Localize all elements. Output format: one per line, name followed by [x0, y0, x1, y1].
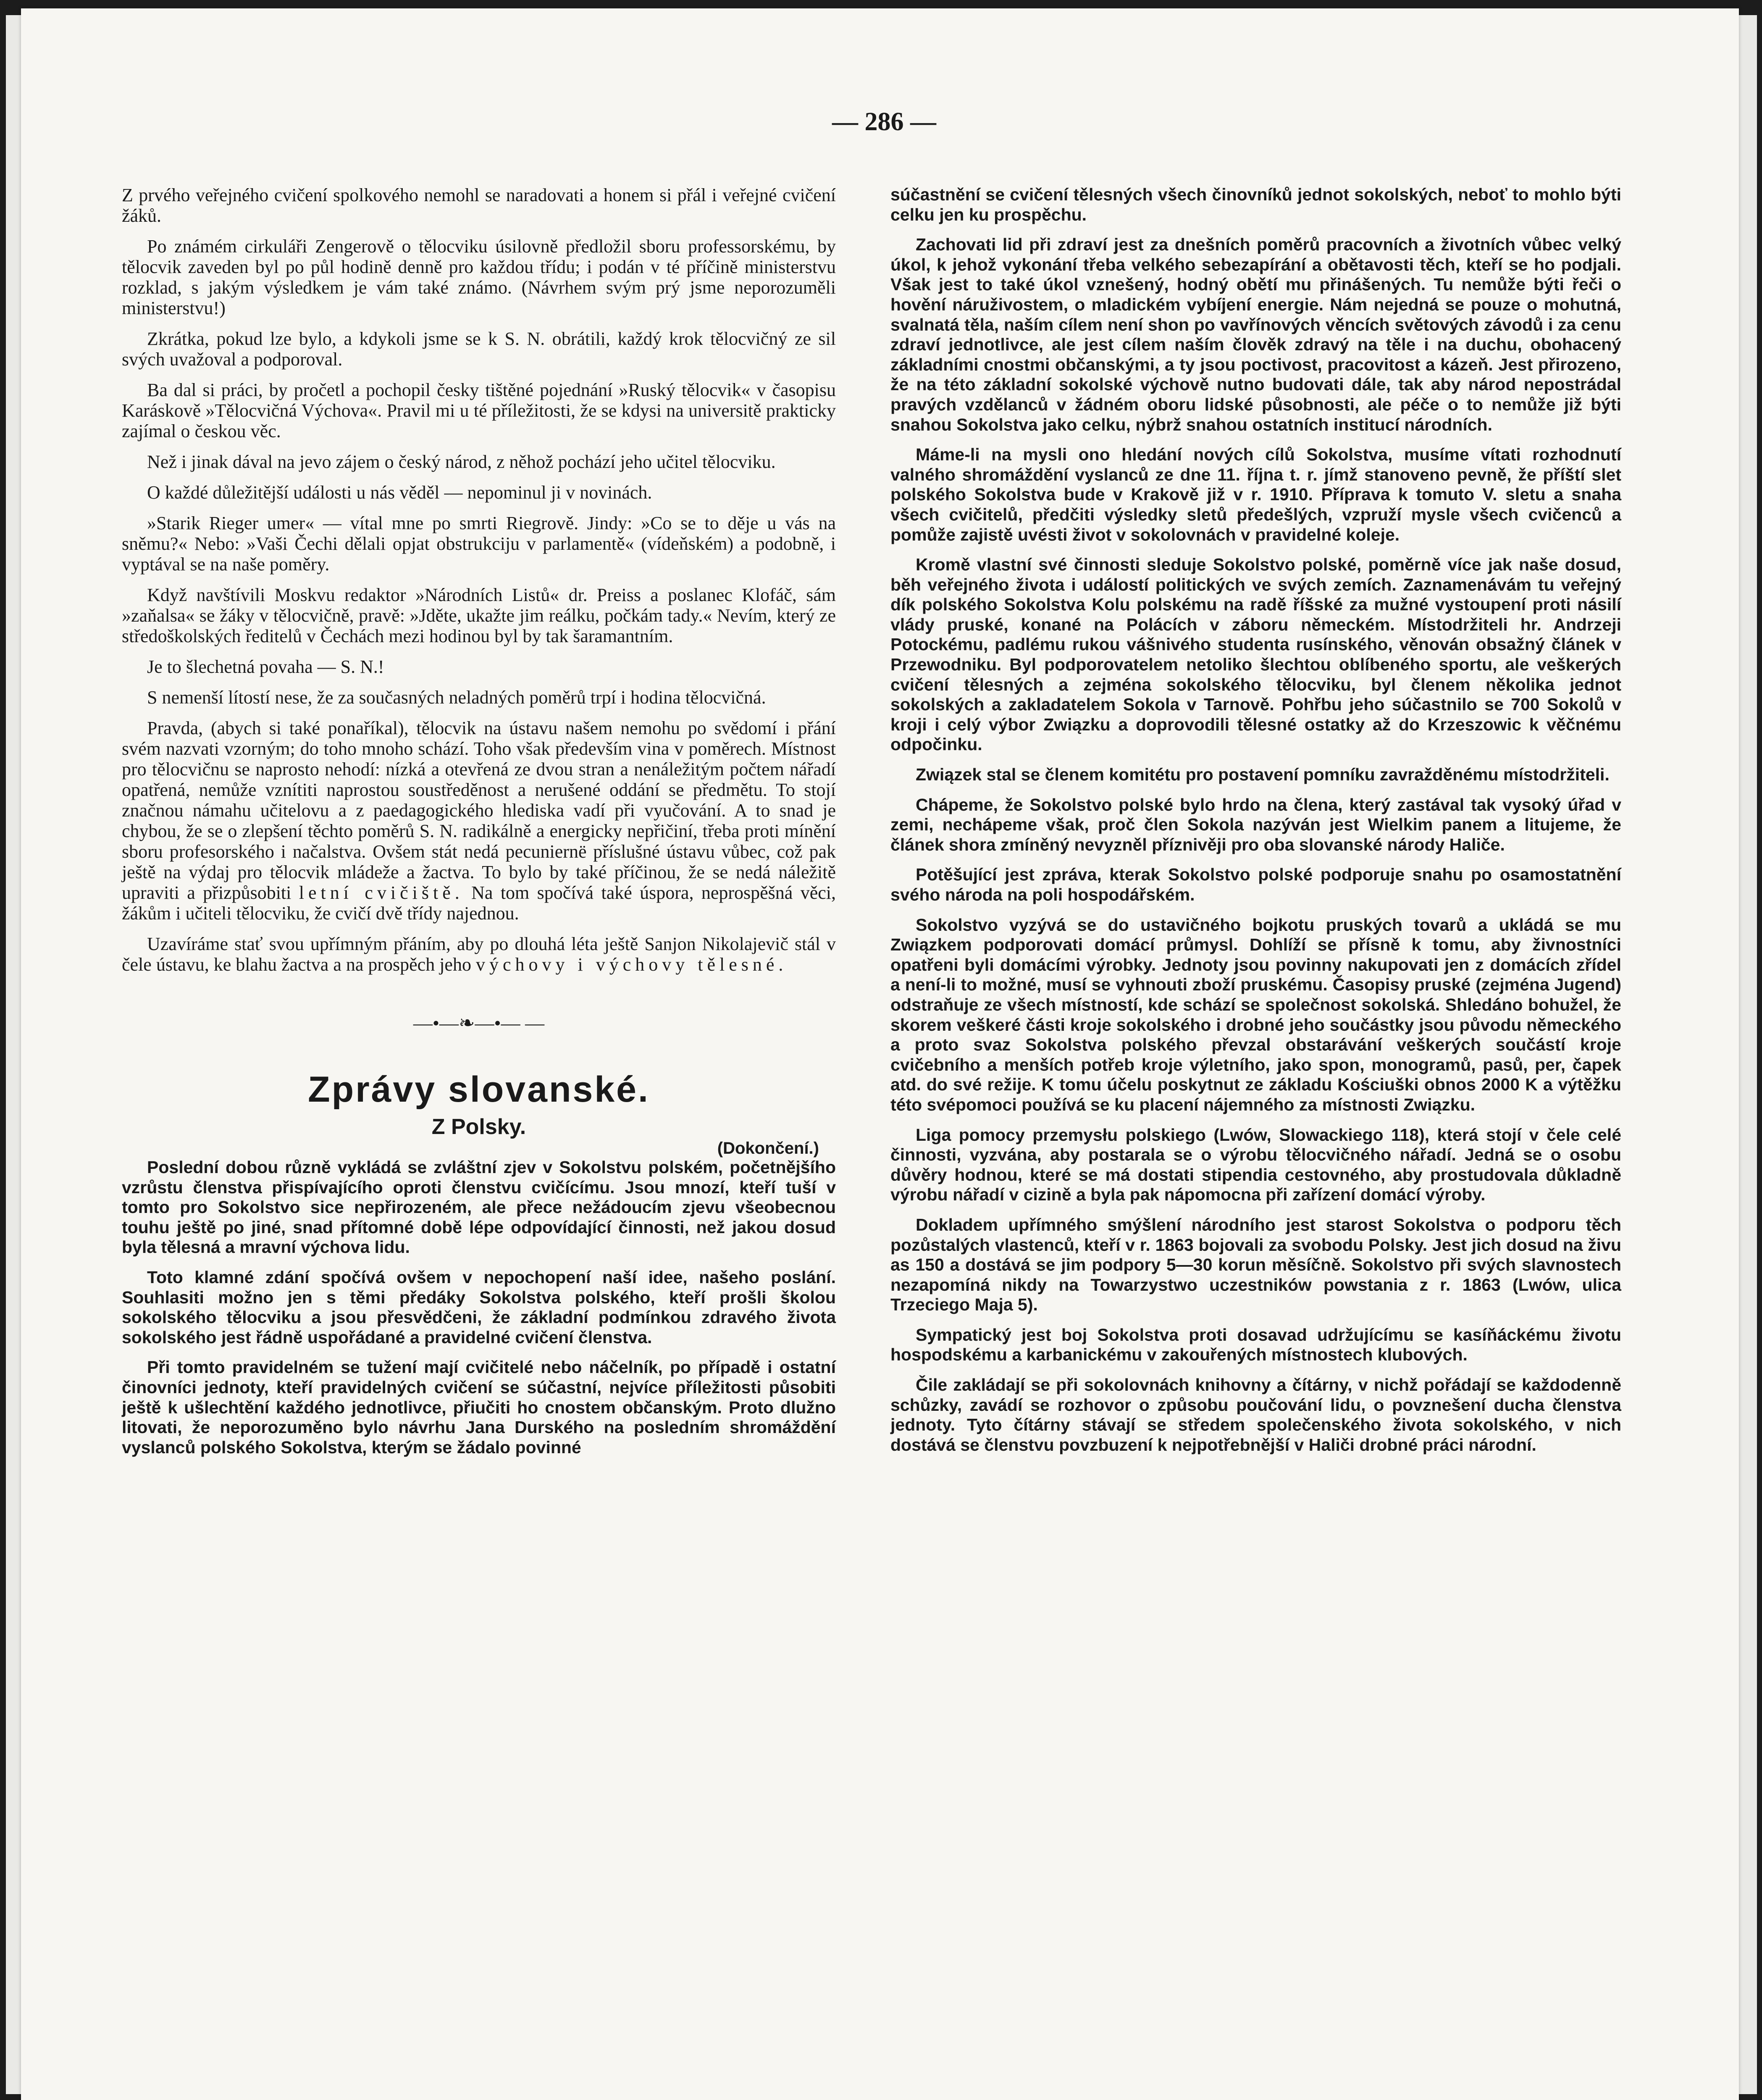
left-column: [122, 185, 836, 1467]
paragraph: Poslední dobou různě vykládá se zvláštní zjev v Sokolstvu polském, početnějšího vzrůstu členstva přispívajícího oproti členstvu cvičícímu. Jsou mnozí, kteří tuší v tomto pro Sokolstvo sice nepřirozeném, ale přece nežádoucím zjevu všeobecnou touhu ještě po jiné, snad přítomné době lépe odpovídající činnosti, než jakou dosud byla tělesná a mravní výchova lidu.: [122, 1158, 836, 1257]
paragraph: S nemenší lítostí nese, že za současných neladných poměrů trpí i hodina tělocvičná.: [147, 687, 766, 708]
subsection-title: Z Polsky.: [431, 1115, 526, 1139]
paragraph: O každé důležitější události u nás věděl — nepominul ji v novinách.: [147, 482, 652, 503]
spaced-text: výchovy i výchovy tělesné.: [475, 954, 788, 975]
paragraph: Když navštívili Moskvu redaktor »Národních Listů« dr. Preiss a poslanec Klofáč, sám »zaňalsa« se žáky v tělocvičně, pravě: »Jděte, ukažte jim reálku, počkám tady.« Nevím, který ze středoškolských ředitelů v Čechách mezi hodinou byl by tak šaramantním.: [122, 585, 836, 646]
news-block: [122, 1158, 836, 1457]
paragraph: Liga pomocy przemysłu polskiego (Lwów, Slowackiego 118), která stojí v čele celé činnosti, vyzvána, aby postarala se o výrobu tělocvičného nářadí. Jedná se o osobu důvěry hodnou, které se má dostati stipendia cestovného, aby prostudovala důkladně výrobu nářadí v cizině a byla pak nápomocna při zařízení domácí výroby.: [890, 1125, 1621, 1205]
paragraph: Toto klamné zdání spočívá ovšem v nepochopení naší idee, našeho poslání. Souhlasiti možno jen s těmi předáky Sokolstva polského, kteří prošli školou sokolského tělocviku a jsou přesvědčeni, že základní podmínkou zdravého života sokolského jest řádně uspořádané a pravidelné cvičení členstva.: [122, 1267, 836, 1347]
paragraph-text: Uzavíráme stať svou upřímným přáním, aby po dlouhá léta ještě Sanjon Nikolajevič stál v čele ústavu, ke blahu žactva a na prospěch jeho: [122, 934, 836, 975]
paragraph: Ba dal si práci, by pročetl a pochopil česky tištěné pojednání »Ruský tělocvik« v časopisu Karáskově »Tělocvičná Výchova«. Pravil mi u té příležitosti, že se kdysi na universitě prakticky zajímal o českou věc.: [122, 380, 836, 441]
paragraph-text: Na tom spočívá také úspora, neprospěšná věci, žákům i učiteli tělocviku, že cvičí dvě třídy najednou.: [122, 882, 836, 924]
paragraph: Máme-li na mysli ono hledání nových cílů Sokolstva, musíme vítati rozhodnutí valného shromáždění vyslanců ze dne 11. října t. r. jímž stanoveno pevně, že příští slet polského Sokolstva bude v Krakově již v r. 1910. Příprava k tomuto V. sletu a snaha všech cvičitelů, předčiti výsledky sletů předešlých, vzpruží mysle všech cvičenců a pomůže zajistě uvésti život v sokolovnách v pravidelné koleje.: [890, 445, 1621, 544]
paragraph: Z prvého veřejného cvičení spolkového nemohl se naradovati a honem si přál i veřejné cvičení žáků.: [122, 185, 836, 226]
paragraph: [122, 934, 836, 975]
paragraph: Při tomto pravidelném se tužení mají cvičitelé nebo náčelník, po případě i ostatní činovníci jednoty, kteří pravidelných cvičení se súčastní, nejvíce příležitosti působiti ještě k ušlechtění každého jednotlivce, přiučiti ho cnostem občanským. Proto dlužno litovati, že neporozuměno bylo návrhu Jana Durského na posledním shromáždění vyslanců polského Sokolstva, kterým se žádalo povinné: [122, 1357, 836, 1457]
paragraph-text: Pravda, (abych si také ponaříkal), tělocvik na ústavu našem nemohu po svědomí i přání svém nazvati vzorným; do toho mnoho schází. Toho však především vina v poměrech. Místnost pro tělocvičnu se naprosto nehodí: nízká a otevřená ze dvou stran a nenáležitým počtem nářadí opatřená, nemůže vznítiti naprostou soustředěnost a nerušené oddání se předmětu. To stojí značnou námahu učitelovu a z paedagogického hlediska vadí při vyučování. A to snad je chybou, že se o zlepšení těchto poměrů S. N. radikálně a energicky nepřičiní, třeba proti mínění sboru profesorského i načalstva. Ovšem stát nedá pecuniernë příslušné ústavu vůbec, což pak ještě na výdaj pro tělocvik mládeže a žactva. To bylo by také příčinou, že se nedá náležitě upraviti a přizpůsobiti: [122, 718, 836, 903]
paragraph: Sympatický jest boj Sokolstva proti dosavad udržujícímu se kasíňáckému životu hospodskému a karbanickému v zakouřených místnostech klubových.: [890, 1325, 1621, 1365]
paragraph: Chápeme, že Sokolstvo polské bylo hrdo na člena, který zastával tak vysoký úřad v zemi, nechápeme však, proč člen Sokola nazýván jest Wielkim panem a litujeme, že článek shora zmíněný nevyzněl příznivěji pro oba slovanské národy Haliče.: [890, 795, 1621, 854]
page-number: — 286 —: [832, 108, 936, 136]
scan-frame-left: [0, 0, 6, 2100]
paragraph: »Starik Rieger umer« — vítal mne po smrti Riegrově. Jindy: »Co se to děje u vás na sněmu?« Nebo: »Vaši Čechi dělali opjat obstrukciju v parlamentě« (vídeňském) a podobně, i vyptával se na naše poměry.: [122, 513, 836, 575]
section-title: Zprávy slovanské.: [308, 1069, 650, 1110]
scan-frame-right: [1757, 0, 1762, 2100]
paragraph: súčastnění se cvičení tělesných všech činovníků jednot sokolských, neboť to mohlo býti celku jen ku prospěchu.: [890, 185, 1621, 224]
paragraph: Zkrátka, pokud lze bylo, a kdykoli jsme se k S. N. obrátili, každý krok tělocvičný ze sil svých uvažoval a podporoval.: [122, 328, 836, 370]
paragraph: Dokladem upřímného smýšlení národního jest starost Sokolstva o podporu těch pozůstalých vlastenců, kteří v r. 1863 bojovali za svobodu Polsky. Jest jich dosud na živu as 150 a dostává se jim podpory 5—30 korun měsíčně. Sokolstvo při svých slavnostech nezapomíná nikdy na Towarzystwo uczestników powstania z r. 1863 (Lwów, ulica Trzeciego Maja 5).: [890, 1215, 1621, 1315]
paragraph: Sokolstvo vyzývá se do ustavičného bojkotu pruských tovarů a ukládá se mu Związkem podporovati domácí průmysl. Dohlíží se přísně k tomu, aby živnostníci opatřeni byli domácími výrobky. Jednoty jsou povinny nakupovati jen z domácích zřídel a není-li to možné, musí se vyhnouti zboží pruskému. Časopisy pruské (zejména Jugend) odstraňuje ze všech místností, kde schází se společnost sokolská. Shledáno bohužel, že skorem veškeré části kroje sokolského i drobné jeho součástky jsou původu německého a proto svaz Sokolstva polského převzal obstarávání veškerých součástí kroje cvičebního a menších potřeb kroje výletního, jako spon, monogramů, pasů, per, čapek atd. do své režije. K tomu účelu poskytnut ze základu Kościuški obnos 2000 K a výtěžku této svépomoci používá se ku placení nájemného za místnosti Związku.: [890, 915, 1621, 1114]
paragraph: Kromě vlastní své činnosti sleduje Sokolstvo polské, poměrně více jak naše dosud, běh veřejného života i událostí politických ve svých zemích. Zaznamenávám tu veřejný dík polského Sokolstva Kolu polskému na radě říšské za mužné vystoupení proti násilí vlády pruské, konané na Polácích v záboru německém. Místodržiteli hr. Andrzeji Potockému, padlému rukou vášnivého studenta rusínského, věnován obsažný článek v Przewodniku. Byl podporovatelem netoliko šlechtou oblíbeného sportu, ale veškerých cvičení tělesných a zejména sokolského tělocviku, byl členem několika jednot sokolských a zakladatelem Sokola v Tarnově. Pohřbu jeho súčastnilo se 700 Sokolů v kroji i celý výbor Związku a doprovodili tělesné ostatky až do Krzeszowic k věčnému odpočinku.: [890, 555, 1621, 754]
paragraph: Čile zakládají se při sokolovnách knihovny a čítárny, v nichž pořádají se každodenně schůzky, zavádí se rozhovor o způsobu poučování lidu, o povznešení ducha členstva jednoty. Tyto čítárny stávají se středem společenského života sokolského, v nich dostává se členstvu povzbuzení k nejpotřebnější v Haliči drobné práci národní.: [890, 1375, 1621, 1454]
right-column: [890, 185, 1621, 1465]
paragraph: [122, 718, 836, 924]
paragraph: Je to šlechetná povaha — S. N.!: [147, 656, 384, 677]
paragraph: Zachovati lid při zdraví jest za dnešních poměrů pracovních a životních vůbec velký úkol, k jehož vykonání třeba velkého sebezapírání a obětavosti těch, kteří se ho podjali. Však jest to také úkol vznešený, hodný obětí mu přinášených. Tu nemůže býti řeči o hovění náruživostem, o mladickém vybíjení energie. Nám nejedná se pouze o mohutná, svalnatá těla, naším cílem není shon po vavřínových věncích světových závodů i za cenu zdraví jednotlivce, ale jest cílem naším člověk zdravý na těle i na duchu, obohacený základními cnostmi občanskými, a ty jsou poctivost, pracovitost a kázeň. Jest přirozeno, že na této základní sokolské výchově nutno budovati dále, tak aby národ nepostrádal pravých vzdělanců v žádném oboru lidské působnosti, ale péče o to nemůže již býti snahou Sokolstva jako celku, nýbrž snahou ostatních institucí národních.: [890, 235, 1621, 434]
continued-note: (Dokončení.): [717, 1139, 819, 1158]
spaced-text: letní cvičiště.: [299, 882, 464, 903]
paragraph: Než i jinak dával na jevo zájem o český národ, z něhož pochází jeho učitel tělocviku.: [147, 452, 776, 472]
paragraph: Związek stal se členem komitétu pro postavení pomníku zavražděnému místodržiteli.: [916, 765, 1610, 785]
paragraph: Po známém cirkuláři Zengerově o tělocviku úsilovně předložil sboru professorskému, by tělocvik zaveden byl po půl hodině denně pro každou třídu; i podán v té příčině ministerstvu rozklad, s jakým výsledkem je vám také známo. (Návrhem svým prý jsme neporozuměli ministerstvu!): [122, 236, 836, 318]
section-ornament: —•—❧—•— —: [413, 1012, 545, 1034]
paragraph: Potěšující jest zpráva, kterak Sokolstvo polské podporuje snahu po osamostatnění svého národa na poli hospodářském.: [890, 865, 1621, 904]
